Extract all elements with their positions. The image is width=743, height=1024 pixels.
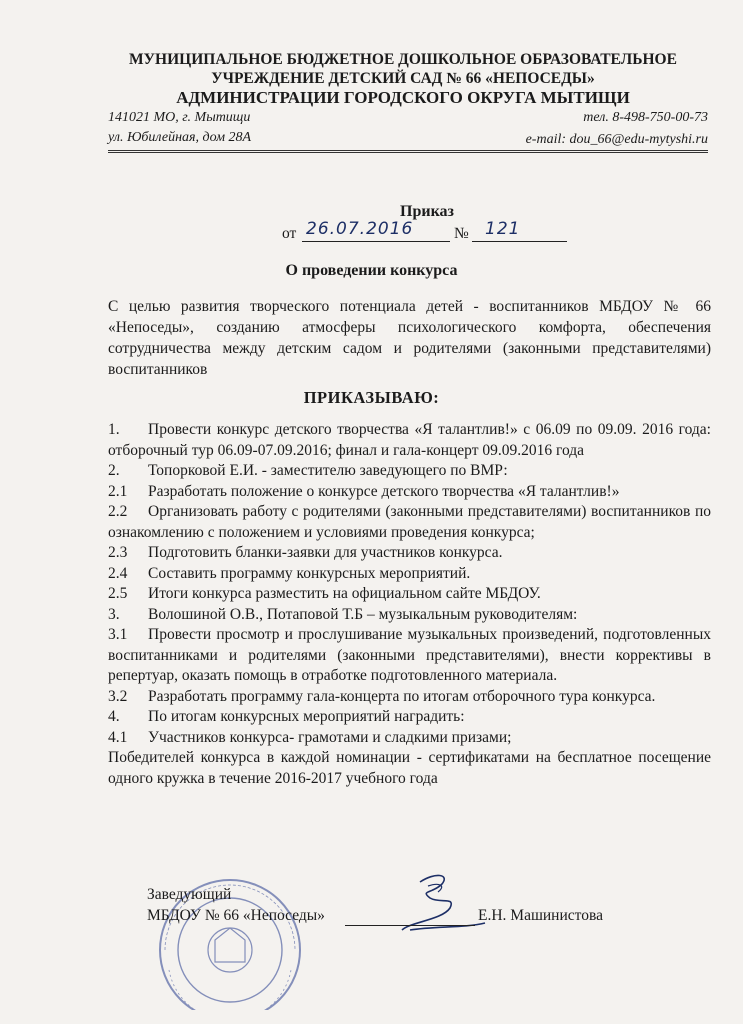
list-item: 2.1 Разработать положение о конкурсе детского творчества «Я талантлив!»: [108, 482, 620, 500]
number-underline: [472, 241, 567, 242]
list-item: 2.5 Итоги конкурса разместить на официальном сайте МБДОУ.: [108, 585, 541, 602]
order-items-list: [108, 420, 711, 789]
handwritten-date: 26.07.2016: [306, 219, 414, 239]
address-line-1: 141021 МО, г. Мытищи: [108, 110, 251, 125]
signature-underline: [345, 925, 475, 926]
list-item: 3. Волошиной О.В., Потаповой Т.Б – музыкальным руководителям:: [108, 605, 578, 623]
order-subject: О проведении конкурса: [285, 262, 458, 279]
list-item: 1. Провести конкурс детского творчества «Я талантлив!» с 06.09 по 09.09. 2016 года: отборочный тур 06.09-07.09.2016; финал и гала-концерт 09.09.2016 года: [108, 421, 711, 459]
handwritten-number: 121: [485, 219, 521, 239]
signatory-name: Е.Н. Машинистова: [478, 907, 603, 924]
address-line-2: ул. Юбилейная, дом 28А: [108, 130, 252, 145]
list-item: 2.4 Составить программу конкурсных мероприятий.: [108, 564, 471, 582]
organization-header: [108, 50, 698, 107]
list-item: 3.1 Провести просмотр и прослушивание музыкальных произведений, подготовленных воспитанниками и родителями (законными представителями), внести коррективы в репертуар, оказать помощь в отработке подготовленного материала.: [108, 626, 711, 684]
order-date-number-line: [282, 219, 582, 247]
date-prefix: от: [282, 225, 297, 242]
number-prefix: №: [454, 225, 469, 242]
document-title: Приказ: [400, 203, 454, 220]
org-name-line-2: УЧРЕЖДЕНИЕ ДЕТСКИЙ САД № 66 «НЕПОСЕДЫ»: [211, 70, 595, 87]
list-item-final: Победителей конкурса в каждой номинации - сертификатами на бесплатное посещение одного кружка в течение 2016-2017 учебного года: [108, 749, 711, 787]
signatory-position-line-1: Заведующий: [147, 886, 232, 903]
date-underline: [302, 241, 450, 242]
header-divider: [108, 150, 708, 153]
org-name-line-1: МУНИЦИПАЛЬНОЕ БЮДЖЕТНОЕ ДОШКОЛЬНОЕ ОБРАЗОВАТЕЛЬНОЕ: [129, 51, 677, 68]
round-stamp: [135, 860, 325, 1010]
org-name-line-3: АДМИНИСТРАЦИИ ГОРОДСКОГО ОКРУГА МЫТИЩИ: [176, 88, 630, 107]
phone-number: тел. 8-498-750-00-73: [583, 110, 708, 125]
list-item: 2. Топорковой Е.И. - заместителю заведующего по ВМР:: [108, 462, 508, 479]
command-heading: ПРИКАЗЫВАЮ:: [303, 388, 440, 407]
handwritten-signature: [380, 868, 490, 938]
intro-paragraph: С целью развития творческого потенциала детей - воспитанников МБДОУ № 66 «Непоседы», созданию атмосферы психологического комфорта, обеспечения сотрудничества между детским садом и родителями (законными представителями) воспитанников: [108, 298, 711, 378]
list-item: 4. По итогам конкурсных мероприятий наградить:: [108, 708, 465, 725]
list-item: 3.2 Разработать программу гала-концерта по итогам отборочного тура конкурса.: [108, 687, 656, 705]
email-address: e-mail: dou_66@edu-mytyshi.ru: [525, 132, 708, 147]
list-item: 2.3 Подготовить бланки-заявки для участников конкурса.: [108, 544, 503, 561]
list-item: 4.1 Участников конкурса- грамотами и сладкими призами;: [108, 728, 512, 746]
list-item: 2.2 Организовать работу с родителями (законными представителями) воспитанников по ознакомлению с положением и условиями проведения конкурса;: [108, 503, 711, 541]
signatory-position-line-2: МБДОУ № 66 «Непоседы»: [147, 907, 325, 924]
